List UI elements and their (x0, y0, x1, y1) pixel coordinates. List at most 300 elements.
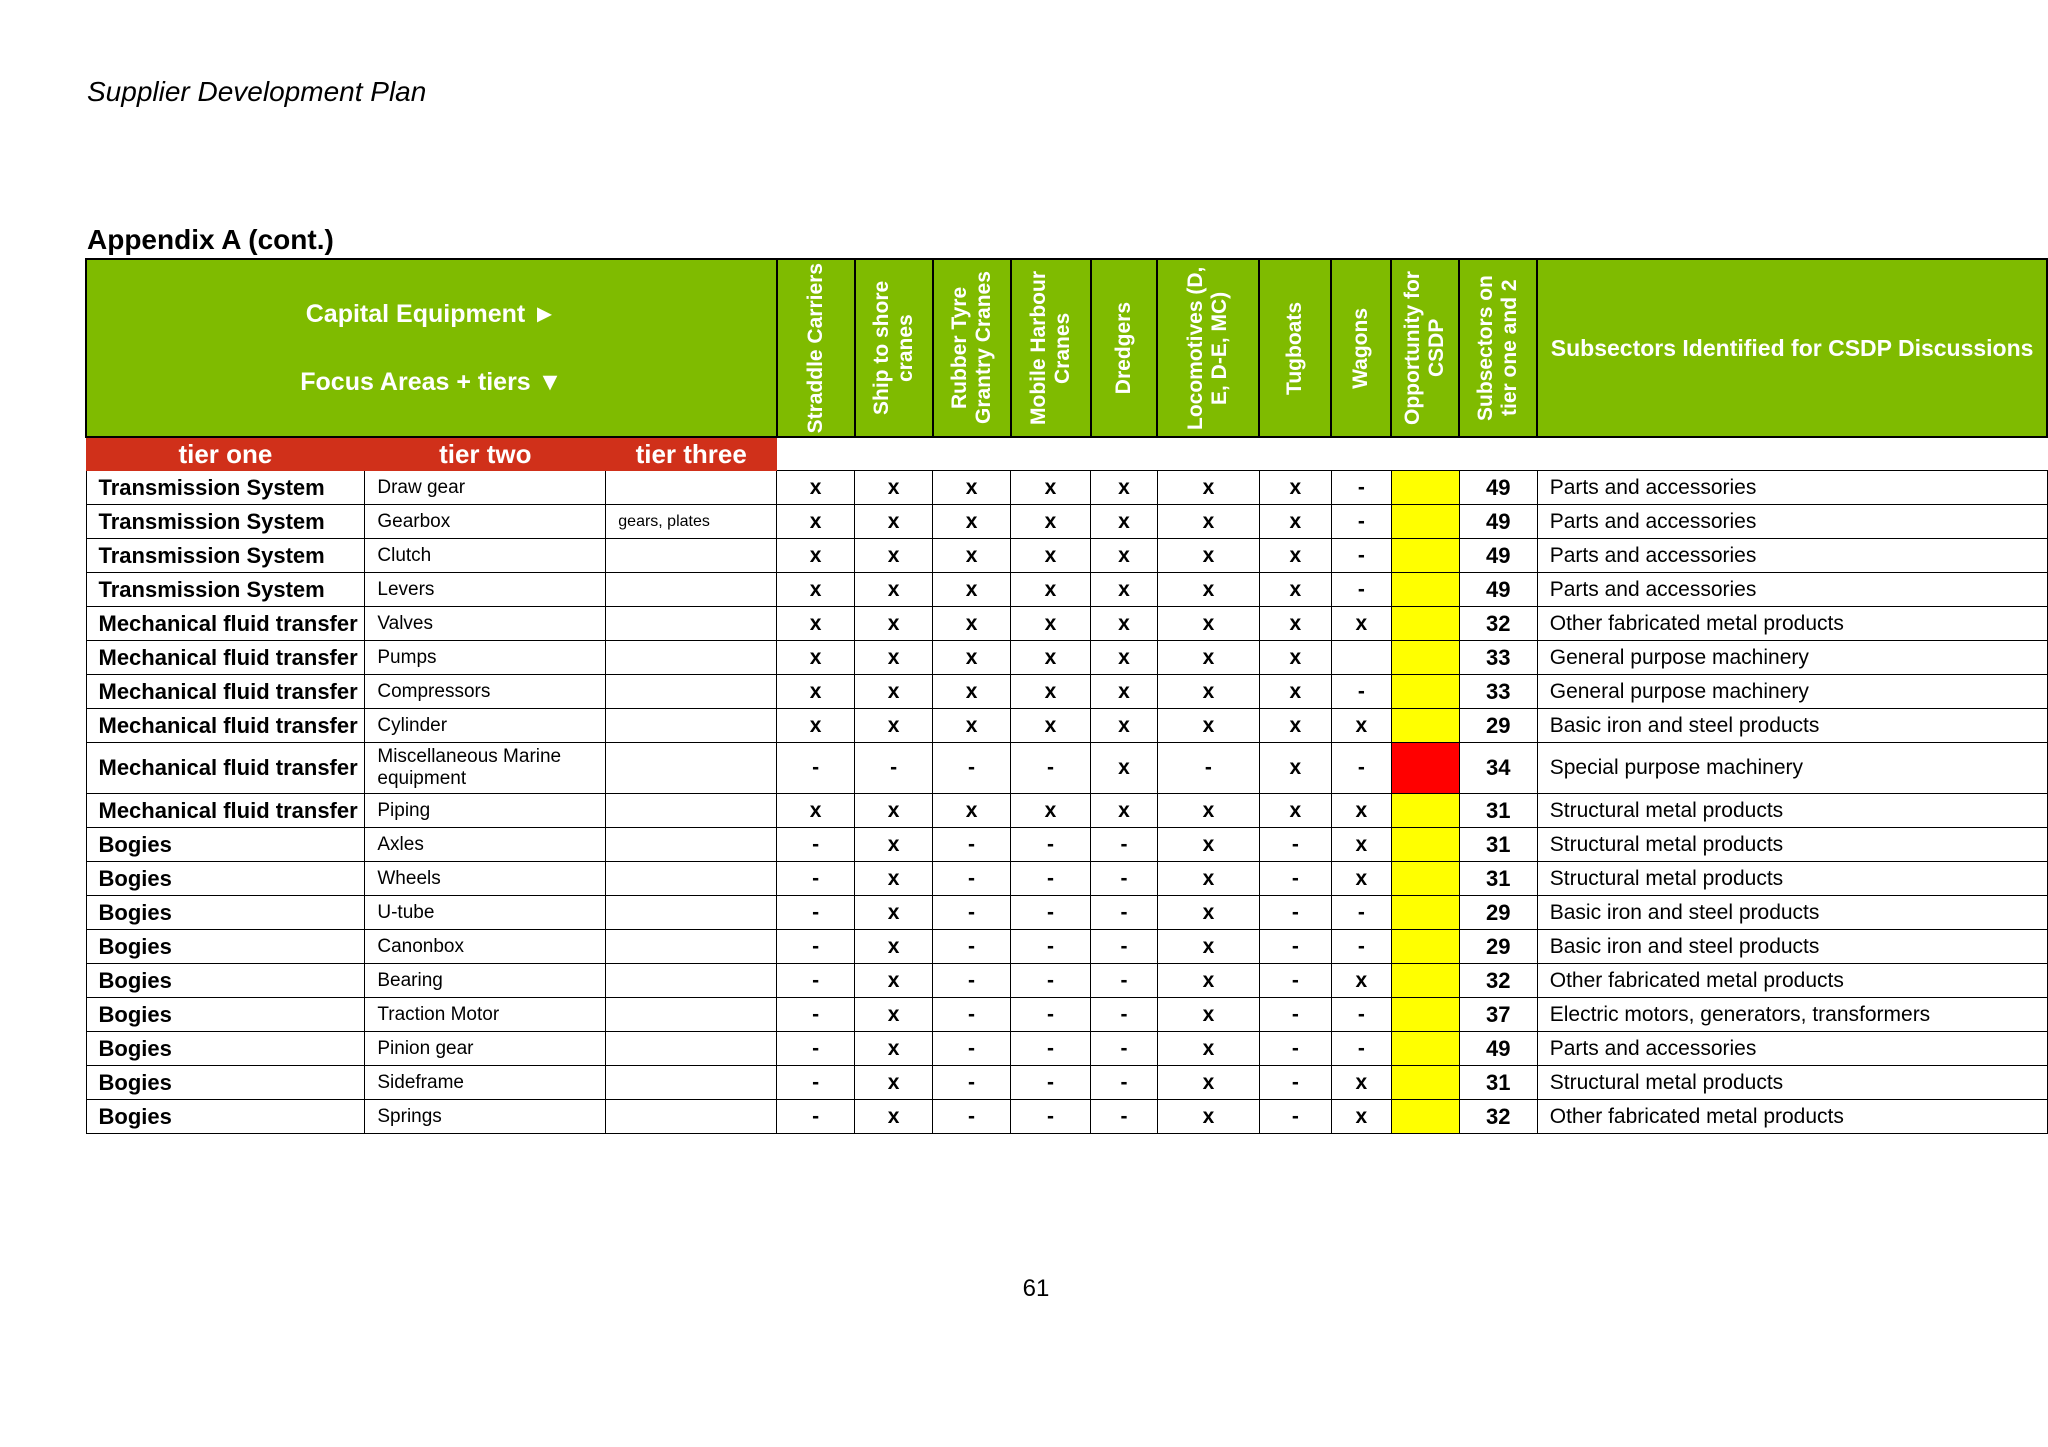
equipment-mark-cell: - (1331, 505, 1391, 539)
equipment-mark-cell: x (1091, 573, 1158, 607)
tier-two-cell: Miscellaneous Marine equipment (365, 743, 606, 794)
equipment-mark-cell: x (933, 573, 1011, 607)
equipment-mark-cell: - (933, 1066, 1011, 1100)
equipment-mark-cell: x (855, 862, 933, 896)
equipment-mark-cell: x (855, 573, 933, 607)
equipment-mark-cell: - (1011, 998, 1091, 1032)
equipment-mark-cell: x (1011, 709, 1091, 743)
table-row (86, 998, 2047, 1032)
equipment-mark-cell: x (1331, 607, 1391, 641)
equipment-mark-cell: - (777, 862, 855, 896)
equipment-mark-cell: x (777, 505, 855, 539)
equipment-mark-cell: x (1157, 1032, 1259, 1066)
equipment-mark-cell: x (855, 1100, 933, 1134)
equipment-mark-cell: - (933, 930, 1011, 964)
opportunity-indicator (1391, 828, 1459, 862)
equipment-mark-cell: - (777, 998, 855, 1032)
equipment-mark-cell (1331, 641, 1391, 675)
equipment-mark-cell: x (1259, 607, 1331, 641)
table-row (86, 1100, 2047, 1134)
opportunity-indicator (1391, 1032, 1459, 1066)
tier-three-cell (606, 675, 777, 709)
equipment-mark-cell: x (1331, 964, 1391, 998)
equipment-mark-cell: - (777, 1066, 855, 1100)
subsector-cell: Electric motors, generators, transformers (1537, 998, 2047, 1032)
equipment-mark-cell: x (855, 607, 933, 641)
subsector-cell: Parts and accessories (1537, 1032, 2047, 1066)
equipment-mark-cell: x (1011, 539, 1091, 573)
tier-one-cell: Bogies (86, 1100, 365, 1134)
equipment-mark-cell: x (777, 539, 855, 573)
table-row (86, 862, 2047, 896)
equipment-mark-cell: x (1091, 743, 1158, 794)
table-row (86, 743, 2047, 794)
equipment-mark-cell: x (1157, 1066, 1259, 1100)
table-row (86, 930, 2047, 964)
subsector-count-cell: 49 (1459, 505, 1537, 539)
equipment-mark-cell: x (1259, 573, 1331, 607)
tier-three-cell (606, 709, 777, 743)
opportunity-col-header: Opportunity for CSDP (1391, 259, 1459, 437)
table-row (86, 607, 2047, 641)
table-row (86, 573, 2047, 607)
equipment-mark-cell: x (933, 675, 1011, 709)
tier-three-cell (606, 641, 777, 675)
equipment-mark-cell: - (777, 828, 855, 862)
equipment-mark-cell: - (777, 743, 855, 794)
equipment-col-header: Tugboats (1259, 259, 1331, 437)
equipment-mark-cell: x (1331, 1066, 1391, 1100)
tier-one-cell: Bogies (86, 896, 365, 930)
tier-two-cell: Sideframe (365, 1066, 606, 1100)
equipment-mark-cell: x (1259, 471, 1331, 505)
equipment-mark-cell: - (933, 964, 1011, 998)
subsector-cell: General purpose machinery (1537, 675, 2047, 709)
subsector-cell: Basic iron and steel products (1537, 930, 2047, 964)
equipment-mark-cell: x (855, 828, 933, 862)
equipment-mark-cell: x (1259, 743, 1331, 794)
subsectors-count-col-header: Subsectors on tier one and 2 (1459, 259, 1537, 437)
table-row (86, 471, 2047, 505)
tier-three-cell (606, 964, 777, 998)
equipment-mark-cell: x (855, 930, 933, 964)
subsector-count-cell: 31 (1459, 1066, 1537, 1100)
equipment-mark-cell: x (777, 607, 855, 641)
opportunity-indicator (1391, 862, 1459, 896)
subsector-count-cell: 33 (1459, 675, 1537, 709)
tier-one-cell: Mechanical fluid transfer (86, 607, 365, 641)
tier-three-cell (606, 1032, 777, 1066)
tier-three-cell (606, 896, 777, 930)
equipment-mark-cell: - (1091, 896, 1158, 930)
subsector-cell: Other fabricated metal products (1537, 964, 2047, 998)
equipment-mark-cell: - (1091, 828, 1158, 862)
tier-one-cell: Bogies (86, 1066, 365, 1100)
tier-three-cell (606, 539, 777, 573)
equipment-mark-cell: - (777, 896, 855, 930)
subsector-count-cell: 32 (1459, 607, 1537, 641)
subsector-count-cell: 34 (1459, 743, 1537, 794)
equipment-mark-cell: x (933, 607, 1011, 641)
opportunity-indicator (1391, 930, 1459, 964)
table-row (86, 1032, 2047, 1066)
appendix-table (85, 258, 2048, 1134)
equipment-mark-cell: x (777, 709, 855, 743)
subsector-count-cell: 32 (1459, 1100, 1537, 1134)
opportunity-indicator (1391, 794, 1459, 828)
subsector-cell: Structural metal products (1537, 794, 2047, 828)
document-header-title: Supplier Development Plan (87, 76, 427, 107)
tier-three-cell (606, 794, 777, 828)
opportunity-indicator (1391, 505, 1459, 539)
opportunity-indicator (1391, 1100, 1459, 1134)
tier-three-cell (606, 1100, 777, 1134)
tier-three-cell (606, 930, 777, 964)
tier-three-cell (606, 607, 777, 641)
equipment-mark-cell: - (1011, 1100, 1091, 1134)
equipment-mark-cell: x (855, 539, 933, 573)
subsector-count-cell: 29 (1459, 896, 1537, 930)
equipment-mark-cell: x (1011, 505, 1091, 539)
tier-two-cell: Axles (365, 828, 606, 862)
subsector-count-cell: 31 (1459, 862, 1537, 896)
equipment-mark-cell: x (1091, 675, 1158, 709)
equipment-mark-cell: x (855, 964, 933, 998)
equipment-mark-cell: - (855, 743, 933, 794)
equipment-mark-cell: x (1157, 539, 1259, 573)
tier-three-cell: gears, plates (606, 505, 777, 539)
equipment-mark-cell: - (1331, 573, 1391, 607)
equipment-mark-cell: x (777, 471, 855, 505)
table-row (86, 828, 2047, 862)
equipment-mark-cell: - (1011, 896, 1091, 930)
equipment-col-header: Wagons (1331, 259, 1391, 437)
equipment-mark-cell: x (1157, 964, 1259, 998)
tier-one-cell: Bogies (86, 998, 365, 1032)
equipment-mark-cell: x (855, 471, 933, 505)
table-row (86, 539, 2047, 573)
tier-two-cell: Canonbox (365, 930, 606, 964)
equipment-mark-cell: x (1157, 607, 1259, 641)
subsector-cell: Basic iron and steel products (1537, 709, 2047, 743)
equipment-mark-cell: x (1091, 641, 1158, 675)
equipment-mark-cell: - (1259, 1032, 1331, 1066)
equipment-mark-cell: x (1331, 862, 1391, 896)
equipment-mark-cell: - (1011, 964, 1091, 998)
equipment-mark-cell: - (1091, 998, 1158, 1032)
opportunity-indicator (1391, 964, 1459, 998)
equipment-mark-cell: - (1091, 930, 1158, 964)
tier-three-cell (606, 743, 777, 794)
equipment-mark-cell: - (1259, 1066, 1331, 1100)
tier-one-cell: Bogies (86, 930, 365, 964)
equipment-mark-cell: x (933, 641, 1011, 675)
equipment-mark-cell: x (933, 471, 1011, 505)
opportunity-indicator (1391, 1066, 1459, 1100)
equipment-mark-cell: x (1011, 641, 1091, 675)
equipment-mark-cell: - (1091, 862, 1158, 896)
equipment-mark-cell: x (1011, 607, 1091, 641)
tier-one-cell: Transmission System (86, 471, 365, 505)
equipment-mark-cell: - (777, 1032, 855, 1066)
equipment-mark-cell: x (1157, 471, 1259, 505)
equipment-mark-cell: x (1331, 794, 1391, 828)
equipment-mark-cell: - (1091, 1100, 1158, 1134)
equipment-mark-cell: - (1157, 743, 1259, 794)
equipment-mark-cell: x (855, 1066, 933, 1100)
table-row (86, 709, 2047, 743)
subsector-count-cell: 49 (1459, 539, 1537, 573)
table-row (86, 505, 2047, 539)
equipment-mark-cell: x (855, 505, 933, 539)
tier-three-cell (606, 573, 777, 607)
equipment-mark-cell: - (1011, 930, 1091, 964)
equipment-mark-cell: x (933, 505, 1011, 539)
subsector-cell: Other fabricated metal products (1537, 607, 2047, 641)
equipment-mark-cell: x (855, 998, 933, 1032)
table-row (86, 964, 2047, 998)
equipment-col-header: Straddle Carriers (777, 259, 855, 437)
equipment-mark-cell: - (1259, 1100, 1331, 1134)
subsector-cell: Other fabricated metal products (1537, 1100, 2047, 1134)
opportunity-indicator (1391, 709, 1459, 743)
equipment-mark-cell: - (1259, 964, 1331, 998)
subsector-cell: General purpose machinery (1537, 641, 2047, 675)
equipment-mark-cell: - (933, 1100, 1011, 1134)
equipment-mark-cell: x (855, 896, 933, 930)
equipment-mark-cell: - (777, 964, 855, 998)
subsector-cell: Parts and accessories (1537, 471, 2047, 505)
subsector-cell: Parts and accessories (1537, 539, 2047, 573)
equipment-mark-cell: x (1091, 607, 1158, 641)
tier-two-cell: Springs (365, 1100, 606, 1134)
equipment-mark-cell: x (1157, 709, 1259, 743)
tier-one-cell: Transmission System (86, 505, 365, 539)
tier-two-cell: Bearing (365, 964, 606, 998)
subsector-count-cell: 37 (1459, 998, 1537, 1032)
equipment-mark-cell: x (1157, 573, 1259, 607)
tier-one-cell: Transmission System (86, 539, 365, 573)
equipment-mark-cell: - (1011, 743, 1091, 794)
opportunity-indicator (1391, 641, 1459, 675)
equipment-mark-cell: x (1331, 709, 1391, 743)
tier-one-cell: Mechanical fluid transfer (86, 675, 365, 709)
equipment-mark-cell: x (1157, 641, 1259, 675)
equipment-mark-cell: - (1331, 539, 1391, 573)
tier-one-cell: Transmission System (86, 573, 365, 607)
subsector-count-cell: 49 (1459, 573, 1537, 607)
equipment-col-header: Rubber Tyre Grantry Cranes (933, 259, 1011, 437)
equipment-mark-cell: x (1157, 862, 1259, 896)
equipment-mark-cell: - (933, 743, 1011, 794)
subsector-count-cell: 32 (1459, 964, 1537, 998)
equipment-col-header: Ship to shore cranes (855, 259, 933, 437)
equipment-mark-cell: - (777, 1100, 855, 1134)
subsector-cell: Parts and accessories (1537, 505, 2047, 539)
tier-two-cell: Pinion gear (365, 1032, 606, 1066)
tier-two-cell: Traction Motor (365, 998, 606, 1032)
tier-row-spacer (777, 437, 2047, 471)
equipment-mark-cell: x (1091, 709, 1158, 743)
subsector-cell: Special purpose machinery (1537, 743, 2047, 794)
equipment-mark-cell: x (1259, 641, 1331, 675)
equipment-mark-cell: x (1157, 1100, 1259, 1134)
opportunity-indicator (1391, 675, 1459, 709)
equipment-mark-cell: - (1331, 743, 1391, 794)
equipment-mark-cell: x (1157, 505, 1259, 539)
equipment-mark-cell: x (1331, 1100, 1391, 1134)
equipment-mark-cell: - (1331, 896, 1391, 930)
tier-three-cell (606, 471, 777, 505)
equipment-mark-cell: - (1091, 964, 1158, 998)
tier-one-cell: Bogies (86, 828, 365, 862)
tier-two-cell: Wheels (365, 862, 606, 896)
equipment-mark-cell: x (1157, 930, 1259, 964)
equipment-mark-cell: x (933, 794, 1011, 828)
equipment-mark-cell: - (933, 998, 1011, 1032)
equipment-mark-cell: - (777, 930, 855, 964)
tier-one-cell: Mechanical fluid transfer (86, 794, 365, 828)
subsectors-col-header: Subsectors Identified for CSDP Discussions (1537, 259, 2047, 437)
subsector-cell: Basic iron and steel products (1537, 896, 2047, 930)
equipment-mark-cell: x (1011, 573, 1091, 607)
equipment-mark-cell: - (1091, 1032, 1158, 1066)
focus-areas-label: Focus Areas + tiers ▼ (300, 368, 563, 396)
equipment-col-header: Mobile Harbour Cranes (1011, 259, 1091, 437)
subsector-count-cell: 49 (1459, 471, 1537, 505)
subsector-count-cell: 29 (1459, 930, 1537, 964)
equipment-mark-cell: x (777, 794, 855, 828)
equipment-mark-cell: - (933, 828, 1011, 862)
tier-one-cell: Mechanical fluid transfer (86, 743, 365, 794)
tier-one-cell: Mechanical fluid transfer (86, 709, 365, 743)
equipment-mark-cell: x (1259, 505, 1331, 539)
tier-one-cell: Bogies (86, 862, 365, 896)
subsector-count-cell: 31 (1459, 794, 1537, 828)
tier-one-header: tier one (86, 437, 365, 471)
subsector-cell: Structural metal products (1537, 1066, 2047, 1100)
equipment-mark-cell: x (855, 794, 933, 828)
equipment-mark-cell: x (1157, 675, 1259, 709)
tier-two-cell: Draw gear (365, 471, 606, 505)
equipment-mark-cell: x (933, 709, 1011, 743)
equipment-mark-cell: x (1157, 828, 1259, 862)
subsector-count-cell: 49 (1459, 1032, 1537, 1066)
equipment-mark-cell: - (1011, 862, 1091, 896)
equipment-mark-cell: x (1259, 709, 1331, 743)
equipment-mark-cell: - (1259, 930, 1331, 964)
subsector-count-cell: 31 (1459, 828, 1537, 862)
table-row (86, 1066, 2047, 1100)
opportunity-indicator (1391, 539, 1459, 573)
tier-three-cell (606, 998, 777, 1032)
tier-two-cell: Clutch (365, 539, 606, 573)
equipment-mark-cell: x (1091, 539, 1158, 573)
tier-one-cell: Mechanical fluid transfer (86, 641, 365, 675)
opportunity-indicator (1391, 607, 1459, 641)
equipment-mark-cell: x (1011, 794, 1091, 828)
subsector-cell: Structural metal products (1537, 828, 2047, 862)
equipment-mark-cell: - (1091, 1066, 1158, 1100)
equipment-mark-cell: x (855, 641, 933, 675)
tier-two-cell: Levers (365, 573, 606, 607)
equipment-mark-cell: - (1331, 675, 1391, 709)
opportunity-indicator (1391, 471, 1459, 505)
equipment-mark-cell: x (777, 641, 855, 675)
equipment-mark-cell: x (1091, 505, 1158, 539)
tier-three-cell (606, 1066, 777, 1100)
table-row (86, 896, 2047, 930)
tier-one-cell: Bogies (86, 1032, 365, 1066)
equipment-mark-cell: - (1331, 998, 1391, 1032)
opportunity-indicator (1391, 998, 1459, 1032)
tier-three-cell (606, 862, 777, 896)
equipment-mark-cell: - (1331, 930, 1391, 964)
tier-two-cell: Pumps (365, 641, 606, 675)
equipment-mark-cell: x (1091, 794, 1158, 828)
equipment-mark-cell: - (933, 862, 1011, 896)
equipment-mark-cell: - (1259, 828, 1331, 862)
table-row (86, 641, 2047, 675)
equipment-mark-cell: x (1157, 998, 1259, 1032)
tier-two-cell: Compressors (365, 675, 606, 709)
equipment-mark-cell: x (1011, 675, 1091, 709)
equipment-mark-cell: x (933, 539, 1011, 573)
equipment-mark-cell: - (1011, 828, 1091, 862)
tier-two-header: tier two (365, 437, 606, 471)
equipment-mark-cell: x (1259, 675, 1331, 709)
capital-equipment-label: Capital Equipment ► (305, 300, 557, 328)
equipment-mark-cell: - (1259, 862, 1331, 896)
opportunity-indicator (1391, 573, 1459, 607)
equipment-mark-cell: x (1091, 471, 1158, 505)
equipment-mark-cell: x (1157, 896, 1259, 930)
equipment-mark-cell: - (933, 896, 1011, 930)
tier-two-cell: Piping (365, 794, 606, 828)
subsector-count-cell: 29 (1459, 709, 1537, 743)
tier-three-header: tier three (606, 437, 777, 471)
tier-two-cell: Cylinder (365, 709, 606, 743)
equipment-mark-cell: - (1331, 471, 1391, 505)
equipment-mark-cell: x (1331, 828, 1391, 862)
subsector-cell: Structural metal products (1537, 862, 2047, 896)
equipment-mark-cell: - (933, 1032, 1011, 1066)
capital-equipment-header (86, 259, 777, 437)
equipment-mark-cell: - (1331, 1032, 1391, 1066)
equipment-mark-cell: x (1259, 539, 1331, 573)
equipment-mark-cell: x (1259, 794, 1331, 828)
tier-two-cell: U-tube (365, 896, 606, 930)
opportunity-indicator (1391, 743, 1459, 794)
equipment-mark-cell: x (777, 675, 855, 709)
tier-three-cell (606, 828, 777, 862)
subsector-count-cell: 33 (1459, 641, 1537, 675)
equipment-mark-cell: - (1259, 998, 1331, 1032)
equipment-mark-cell: x (855, 1032, 933, 1066)
equipment-mark-cell: x (777, 573, 855, 607)
tier-one-cell: Bogies (86, 964, 365, 998)
table-row (86, 675, 2047, 709)
equipment-mark-cell: x (1011, 471, 1091, 505)
tier-two-cell: Valves (365, 607, 606, 641)
equipment-mark-cell: x (855, 709, 933, 743)
subsector-cell: Parts and accessories (1537, 573, 2047, 607)
equipment-mark-cell: x (855, 675, 933, 709)
opportunity-indicator (1391, 896, 1459, 930)
equipment-col-header: Locomotives (D, E, D-E, MC) (1157, 259, 1259, 437)
appendix-title: Appendix A (cont.) (87, 224, 334, 255)
table-row (86, 794, 2047, 828)
